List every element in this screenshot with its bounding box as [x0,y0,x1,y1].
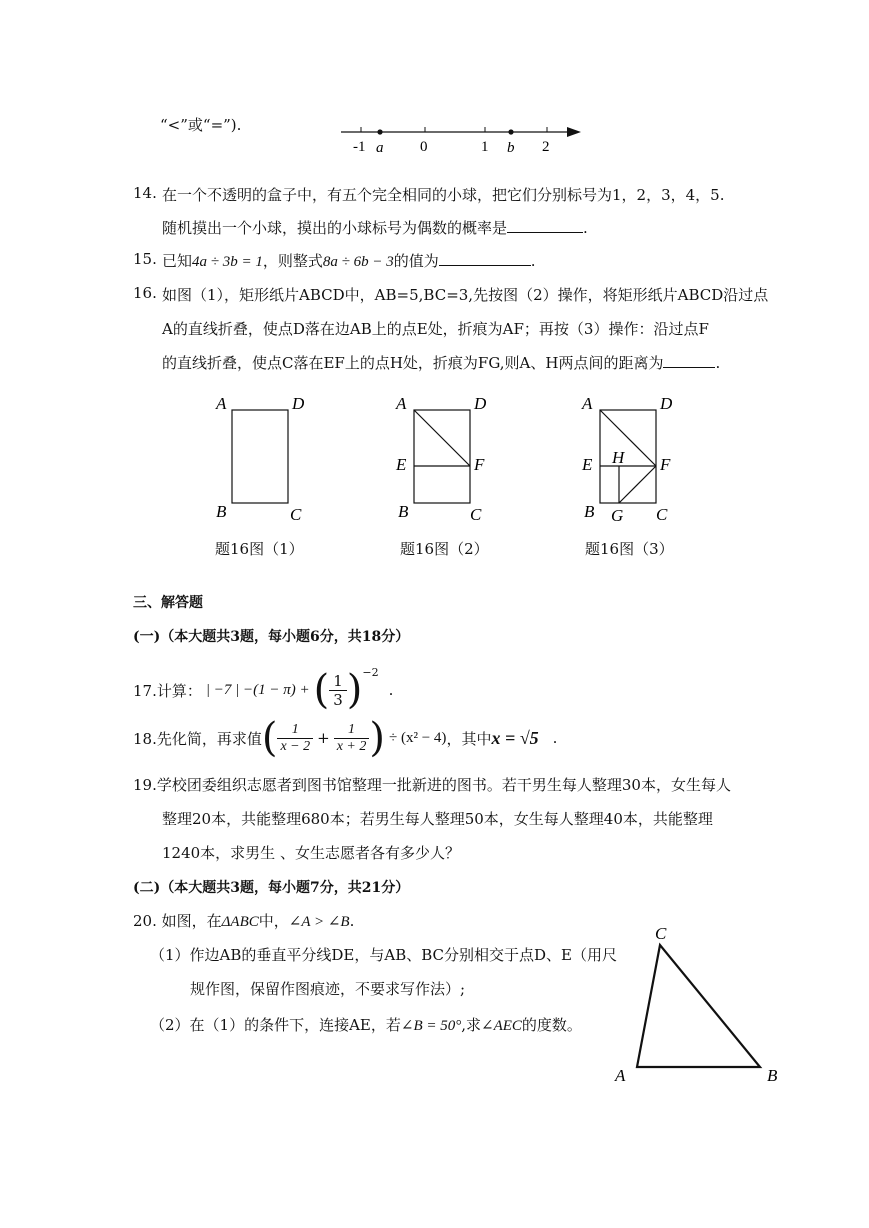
q16-line2: A的直线折叠，使点D落在边AB上的点E处，折痕为AF；再按（3）操作：沿过点F [162,320,709,338]
svg-text:A: A [582,394,593,413]
q19-line1: 19.学校团委组织志愿者到图书馆整理一批新进的图书。若干男生每人整理30本，女生每人 [133,776,731,794]
q18-x-value: x = √5 [491,727,539,748]
figure-16-3-caption: 题16图（3） [585,540,674,558]
svg-text:F: F [660,455,671,474]
q15-line: 已知4a ÷ 3b = 1，则整式8a ÷ 6b − 3的值为 . [162,252,536,270]
q17: 17.计算： | −7 | −(1 − π) + ( 1 3 ) −2 . [133,665,394,713]
figure-16-2-caption: 题16图（2） [400,540,489,558]
svg-text:A: A [615,1066,626,1085]
q20-line1: 20. 如图，在ΔABC中，∠A > ∠B. [133,912,355,930]
svg-text:E: E [582,455,593,474]
figure-16-1-caption: 题16图（1） [215,540,304,558]
svg-text:E: E [396,455,407,474]
q16-line3: 的直线折叠，使点C落在EF上的点H处，折痕为FG,则A、H两点间的距离为 . [162,354,721,372]
tick-neg1: -1 [353,139,366,155]
q19-line2: 整理20本，共能整理680本；若男生每人整理50本，女生每人整理40本，共能整理 [162,810,713,828]
figure-16-2 [392,390,502,530]
q14-line1: 在一个不透明的盒子中，有五个完全相同的小球，把它们分别标号为1，2，3，4，5. [162,186,725,204]
q20-part1a: （1）作边AB的垂直平分线DE，与AB、BC分别相交于点D、E（用尺 [150,946,617,964]
figure-16-3 [578,390,693,530]
point-b: b [507,140,515,156]
q14-blank[interactable] [507,218,583,233]
triangle-abc [605,920,795,1090]
svg-text:B: B [398,502,409,521]
q15-blank[interactable] [439,251,531,266]
svg-text:B: B [584,502,595,521]
q16-blank[interactable] [663,353,715,368]
q16-line1: 如图（1），矩形纸片ABCD中，AB=5,BC=3,先按图（2）操作，将矩形纸片ABCD沿过点 [162,286,769,304]
tick-0: 0 [420,139,428,155]
svg-text:C: C [290,505,302,524]
q20-part2: （2）在（1）的条件下，连接AE，若∠B = 50°,求∠AEC的度数。 [150,1016,582,1034]
svg-text:F: F [474,455,485,474]
svg-text:A: A [216,394,227,413]
svg-text:D: D [292,394,305,413]
q16-number: 16. [133,284,157,302]
svg-text:H: H [612,448,625,467]
svg-text:D: D [660,394,673,413]
q20-part1b: 规作图，保留作图痕迹，不要求写作法）; [190,980,466,998]
q18: 18.先化简，再求值 ( 1 x − 2 + $\frac{1}{x + 2}$ ) ÷ (x² − 4) ，其中 x = √5 . [133,715,558,761]
figure-16-1 [210,390,320,530]
svg-text:B: B [216,502,227,521]
point-a: a [376,140,384,156]
q15-number: 15. [133,250,157,268]
tick-1: 1 [481,139,489,155]
svg-text:C: C [656,505,668,524]
svg-text:C: C [470,505,482,524]
svg-text:D: D [474,394,487,413]
part-1-title: (一)（本大题共3题，每小题6分，共18分） [133,629,410,645]
q14-number: 14. [133,184,157,202]
svg-text:G: G [611,506,624,525]
q19-line3: 1240本，求男生 、女生志愿者各有多少人？ [162,844,460,862]
part-2-title: (二)（本大题共3题，每小题7分，共21分） [133,880,410,896]
q13-tail: “<”或“=”). [160,116,242,134]
section-3-title: 三、解答题 [133,595,203,611]
svg-text:B: B [767,1066,778,1085]
svg-text:A: A [396,394,407,413]
number-line [335,118,585,158]
q14-line2: 随机摸出一个小球，摸出的小球标号为偶数的概率是 . [162,219,588,237]
svg-text:C: C [655,924,667,943]
tick-2: 2 [542,139,550,155]
